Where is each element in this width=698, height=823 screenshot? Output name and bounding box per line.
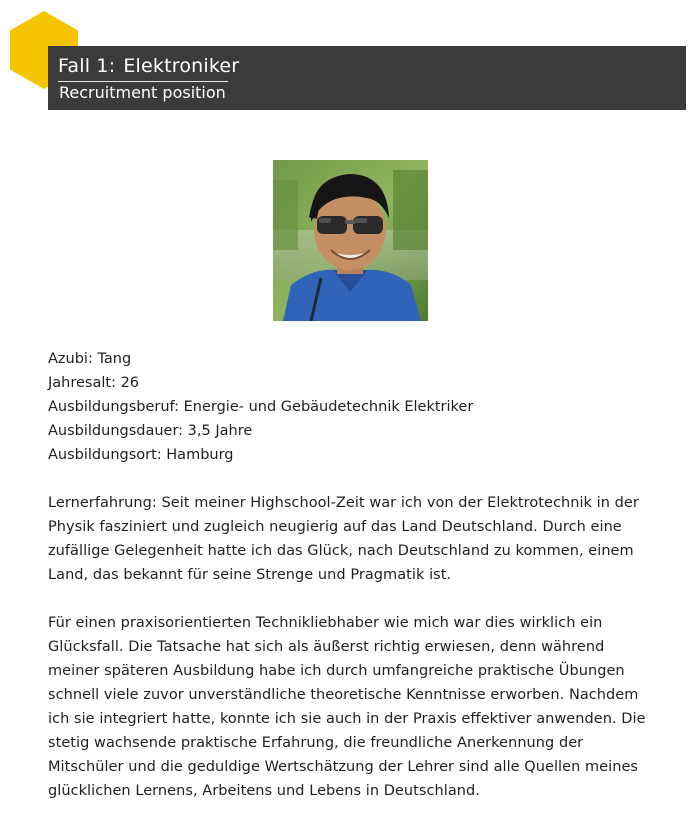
fact-duration: Ausbildungsdauer: 3,5 Jahre xyxy=(48,423,253,439)
case-label: Fall 1: xyxy=(58,55,116,77)
fact-age: Jahresalt: 26 xyxy=(48,375,140,391)
case-header xyxy=(48,46,686,110)
job-title: Elektroniker xyxy=(123,55,240,77)
profile-photo xyxy=(273,160,428,321)
fact-trainee: Azubi: Tang xyxy=(48,351,132,367)
paragraph-practice: Für einen praxisorientierten Technikliebhaber wie mich war dies wirklich ein Glücksfall. Die Tatsache hat sich als äußerst richtig erwiesen, denn während meiner späteren Ausbildung habe ich durch umfangreiche praktische Übungen schnell viele zuvor unverständliche theoretische Kenntnisse erworben. Nachdem ich sie integriert hatte, konnte ich sie auch in der Praxis effektiver anwenden. Die stetig wachsende praktische Erfahrung, die freundliche Anerkennung der Mitschüler und die geduldige Wertschätzung der Lehrer sind alle Quellen meines glücklichen Lernens, Arbeitens und Lebens in Deutschland. xyxy=(48,615,646,799)
paragraph-learning-experience: Lernerfahrung: Seit meiner Highschool-Zeit war ich von der Elektrotechnik in der Physik fasziniert und zugleich neugierig auf das Land Deutschland. Durch eine zufällige Gelegenheit hatte ich das Glück, nach Deutschland zu kommen, einem Land, das bekannt für seine Strenge und Pragmatik ist. xyxy=(48,495,639,583)
fact-location: Ausbildungsort: Hamburg xyxy=(48,447,234,463)
fact-occupation: Ausbildungsberuf: Energie- und Gebäudetechnik Elektriker xyxy=(48,399,474,415)
header-title xyxy=(58,54,239,78)
header-divider xyxy=(58,81,228,82)
header-subtitle: Recruitment position xyxy=(59,83,226,102)
profile-facts xyxy=(48,347,668,467)
